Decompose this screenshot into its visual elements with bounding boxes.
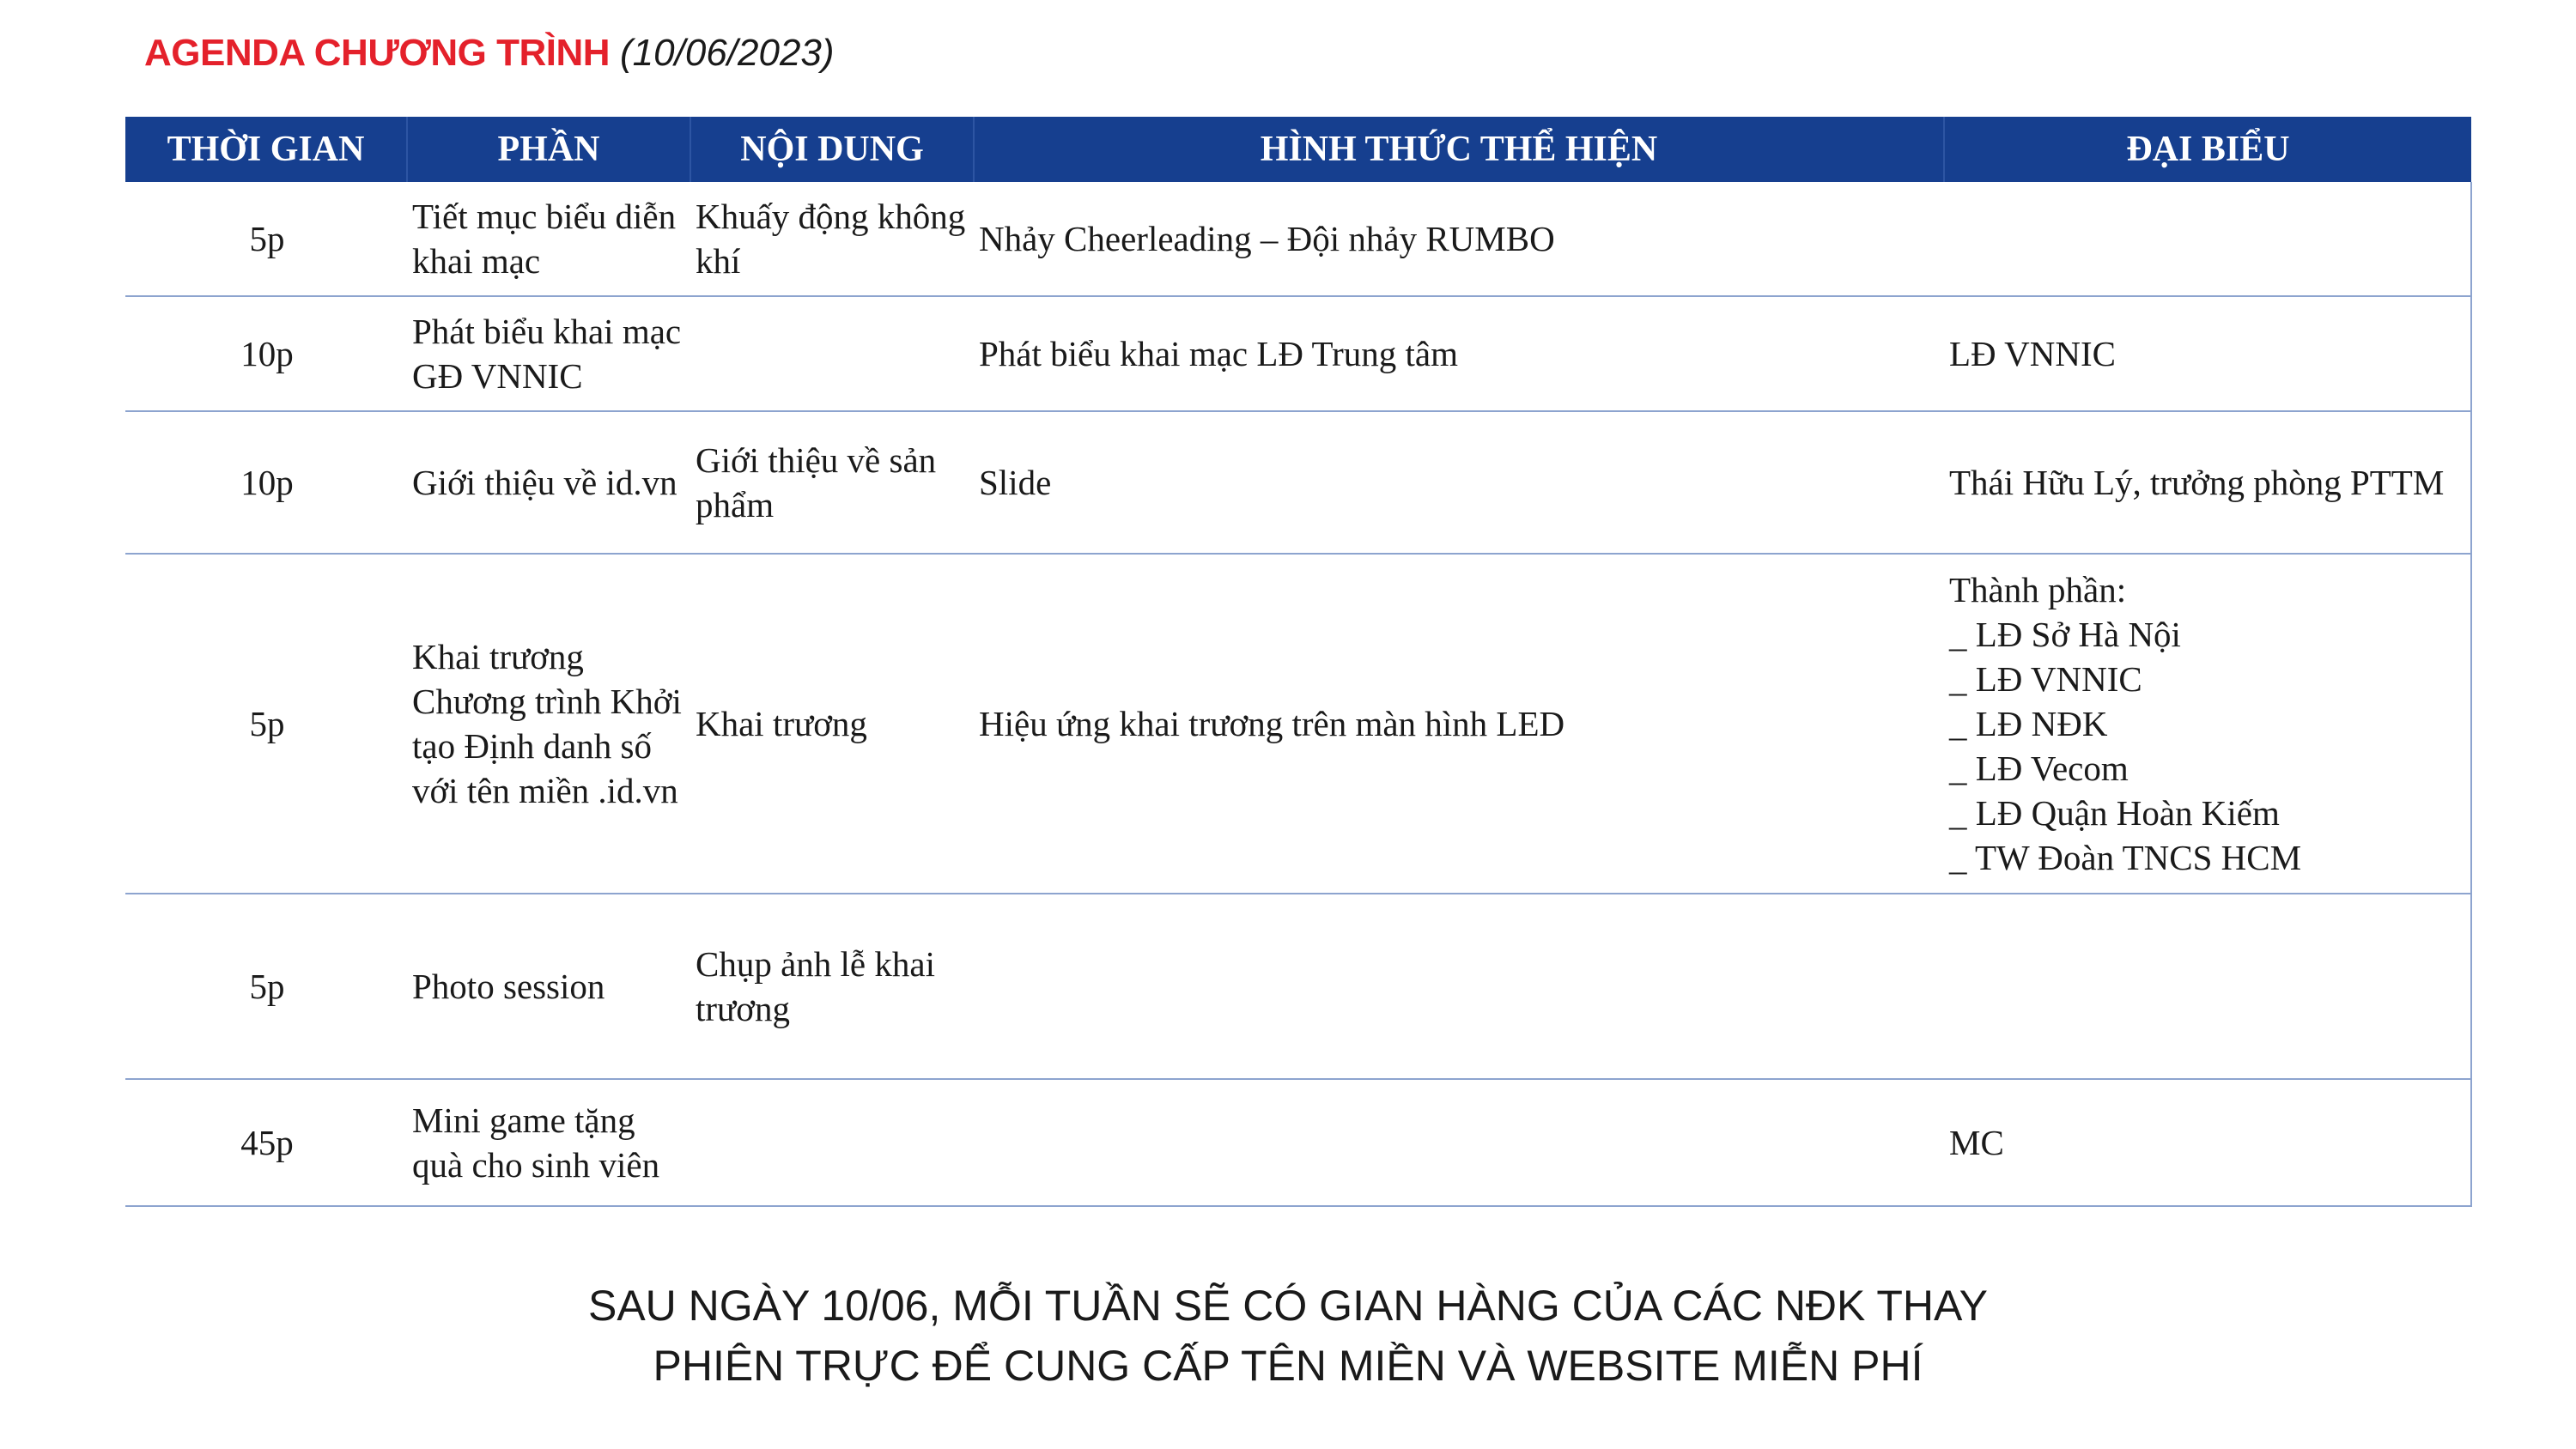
cell-time: 5p <box>125 894 407 1079</box>
table-row <box>125 182 2471 296</box>
cell-part: Giới thiệu về id.vn <box>407 411 690 554</box>
cell-delegates: LĐ VNNIC <box>1944 296 2471 411</box>
cell-delegates <box>1944 894 2471 1079</box>
cell-content <box>690 1079 974 1206</box>
cell-content: Khai trương <box>690 554 974 894</box>
cell-content: Chụp ảnh lễ khai trương <box>690 894 974 1079</box>
table-row <box>125 296 2471 411</box>
header-part: PHẦN <box>407 117 690 182</box>
cell-part: Photo session <box>407 894 690 1079</box>
cell-content: Giới thiệu về sản phẩm <box>690 411 974 554</box>
footer-note <box>0 1276 2576 1396</box>
header-format: HÌNH THỨC THỂ HIỆN <box>974 117 1944 182</box>
table-header-row <box>125 117 2471 182</box>
cell-delegates: Thái Hữu Lý, trưởng phòng PTTM <box>1944 411 2471 554</box>
cell-format <box>974 1079 1944 1206</box>
header-delegates: ĐẠI BIỂU <box>1944 117 2471 182</box>
agenda-table <box>125 117 2472 1207</box>
footer-line-1: SAU NGÀY 10/06, MỖI TUẦN SẼ CÓ GIAN HÀNG CỦA CÁC NĐK THAY <box>587 1282 1989 1330</box>
table-row <box>125 1079 2471 1206</box>
cell-time: 5p <box>125 182 407 296</box>
cell-part: Mini game tặng quà cho sinh viên <box>407 1079 690 1206</box>
cell-time: 10p <box>125 411 407 554</box>
cell-format <box>974 894 1944 1079</box>
cell-content <box>690 296 974 411</box>
cell-format: Slide <box>974 411 1944 554</box>
cell-part: Tiết mục biểu diễn khai mạc <box>407 182 690 296</box>
cell-part: Phát biểu khai mạc GĐ VNNIC <box>407 296 690 411</box>
cell-delegates: MC <box>1944 1079 2471 1206</box>
cell-format: Phát biểu khai mạc LĐ Trung tâm <box>974 296 1944 411</box>
title-main: AGENDA CHƯƠNG TRÌNH <box>144 32 611 74</box>
header-content: NỘI DUNG <box>690 117 974 182</box>
cell-time: 5p <box>125 554 407 894</box>
cell-delegates: Thành phần: _ LĐ Sở Hà Nội _ LĐ VNNIC _ LĐ NĐK _ LĐ Vecom _ LĐ Quận Hoàn Kiếm _ TW Đoàn TNCS HCM <box>1944 554 2471 894</box>
cell-format: Nhảy Cheerleading – Đội nhảy RUMBO <box>974 182 1944 296</box>
cell-part: Khai trương Chương trình Khởi tạo Định danh số với tên miền .id.vn <box>407 554 690 894</box>
cell-delegates <box>1944 182 2471 296</box>
title-date: (10/06/2023) <box>620 32 835 74</box>
table-row <box>125 411 2471 554</box>
footer-line-2: PHIÊN TRỰC ĐỂ CUNG CẤP TÊN MIỀN VÀ WEBSITE MIỄN PHÍ <box>653 1342 1923 1390</box>
table-row <box>125 554 2471 894</box>
table-row <box>125 894 2471 1079</box>
cell-time: 45p <box>125 1079 407 1206</box>
header-time: THỜI GIAN <box>125 117 407 182</box>
cell-format: Hiệu ứng khai trương trên màn hình LED <box>974 554 1944 894</box>
cell-content: Khuấy động không khí <box>690 182 974 296</box>
page-title <box>144 27 835 79</box>
cell-time: 10p <box>125 296 407 411</box>
